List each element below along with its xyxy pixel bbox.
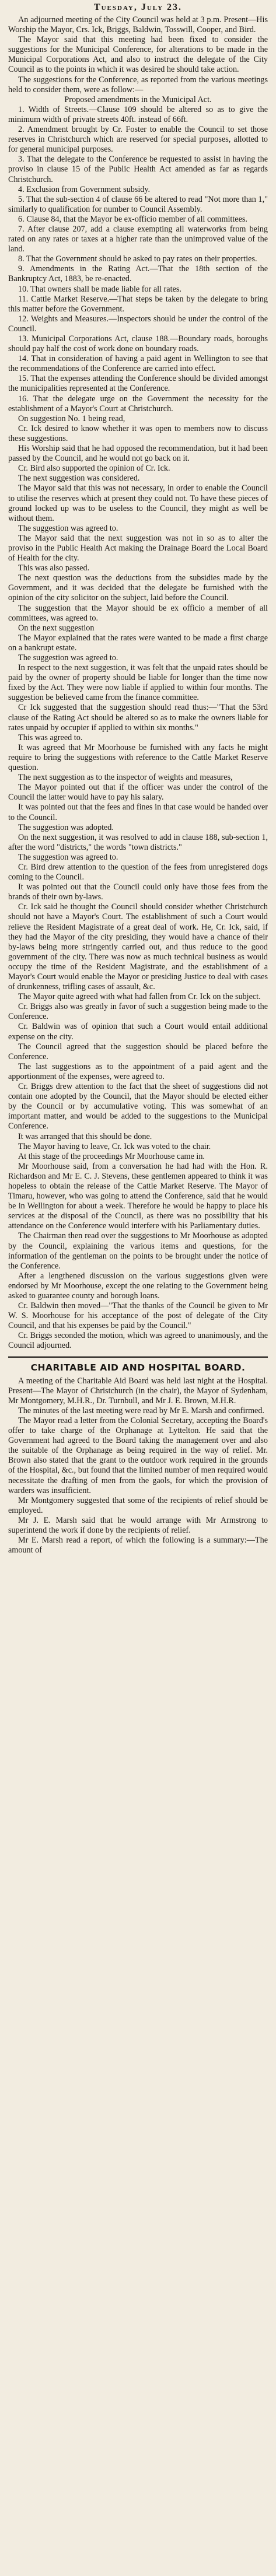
paragraph: Mr Montgomery suggested that some of the recipients of relief should be employed.	[8, 1495, 268, 1515]
paragraph: This was agreed to.	[18, 733, 83, 742]
paragraph: The Mayor said that this meeting had been fixed to consider the suggestions for the Municipal Conference, for alterations to be made in the Municipal Corporations Act, and also to instruct the delegate of the City Council as to the points in which it was desired he should take action.	[8, 35, 268, 75]
paragraph: The suggestion was adopted.	[18, 822, 114, 832]
paragraph: Proposed amendments in the Municipal Act.	[64, 94, 212, 104]
paragraph: The suggestion was agreed to.	[18, 852, 118, 862]
paragraph: It was arranged that this should be done.	[18, 1131, 152, 1141]
paragraph: At this stage of the proceedings Mr Moorhouse came in.	[18, 1151, 205, 1161]
paragraph: The Mayor quite agreed with what had fallen from Cr. Ick on the subject.	[18, 992, 261, 1002]
paragraph: The minutes of the last meeting were read by Mr E. Marsh and confirmed.	[18, 1406, 264, 1415]
paragraph: The next question was the deductions from the subsidies made by the Government, and it was decided that the delegate be furnished with the opinion of the city solicitor on the subject, laid before the Council.	[8, 573, 268, 603]
paragraph: The suggestion was agreed to.	[18, 653, 118, 663]
paragraph: 13. Municipal Corporations Act, clause 188.—Boundary roads, boroughs should pay half the cost of work done on boundary roads.	[8, 334, 268, 354]
paragraph: An adjourned meeting of the City Council was held at 3 p.m. Present—His Worship the Mayor, Crs. Ick, Briggs, Baldwin, Tosswill, Cooper, and Bird.	[8, 15, 268, 35]
paragraph: On suggestion No. 1 being read,	[18, 413, 125, 423]
paragraph: On the next suggestion	[18, 623, 95, 633]
charitable-aid-article	[8, 1362, 268, 1556]
paragraph: The next suggestion as to the inspector of weights and measures,	[18, 773, 233, 783]
paragraph: Cr. Ick said he thought the Council should consider whether Christchurch should not have a Mayor's Court. The establishment of such a Court would relieve the Resident Magistrate of a great deal of work. He, Cr. Ick, said, if they had the Mayor of the city presiding, they would have a chance of their by-laws being more stringently carried out, and thus reduce to the good government of the city. There was now as much technical business as would occupy the time of the Resident Magistrate, and the establishment of a Mayor's Court would enable the Mayor or presiding Justice to deal with cases of drunkenness, trifling cases of assault, &c.	[8, 902, 268, 992]
paragraph: 4. Exclusion from Government subsidy.	[18, 184, 151, 194]
council-article-body	[8, 15, 268, 1351]
paragraph: Cr. Briggs drew attention to the fact that the sheet of suggestions did not contain one adopted by the Council, that the Mayor should be elected either by the Council or by accumulative voting. This was somewhat of an important matter, and would be added to the suggestions to the Municipal Conference.	[8, 1082, 268, 1131]
paragraph: 3. That the delegate to the Conference be requested to assist in having the proviso in clause 15 of the Public Health Act amended as far as regards Christchurch.	[8, 155, 268, 184]
dateline: Tuesday, July 23.	[93, 2, 183, 12]
paragraph: Mr J. E. Marsh said that he would arrange with Mr Armstrong to superintend the work if done by the recipients of relief.	[8, 1515, 268, 1535]
paragraph: 10. That owners shall be made liable for all rates.	[18, 284, 181, 294]
charitable-aid-article-body	[8, 1376, 268, 1556]
paragraph: It was agreed that Mr Moorhouse be furnished with any facts he might require to bring the suggestions with reference to the Cattle Market Reserve question.	[8, 742, 268, 773]
paragraph: After a lengthened discussion on the various suggestions given were endorsed by Mr Moorhouse, except the one relating to the Government being asked to guarantee county and borough loans.	[8, 1271, 268, 1301]
paragraph: Cr. Bird also supported the opinion of Cr. Ick.	[18, 464, 170, 474]
paragraph: Cr. Baldwin then moved—"That the thanks of the Council be given to Mr W. S. Moorhouse for his acceptance of the post of delegate of the City Council, and that his expenses be paid by the Council."	[8, 1301, 268, 1331]
paragraph: 9. Amendments in the Rating Act.—That the 18th section of the Bankruptcy Act, 1883, be re-enacted.	[8, 264, 268, 284]
paragraph: Cr. Briggs seconded the motion, which was agreed to unanimously, and the Council adjourned.	[8, 1331, 268, 1351]
section-headline: CHARITABLE AID AND HOSPITAL BOARD.	[30, 1362, 246, 1373]
paragraph: The Council agreed that the suggestion should be placed before the Conference.	[8, 1042, 268, 1061]
paragraph: In respect to the next suggestion, it was felt that the unpaid rates should be paid by the owner of property should be liable for longer than the time now fixed by the Act. They were now liable if applied to within four months. The suggestion be believed came from the finance committee.	[8, 663, 268, 703]
paragraph: 12. Weights and Measures.—Inspectors should be under the control of the Council.	[8, 314, 268, 334]
paragraph: The next suggestion was considered.	[18, 474, 140, 483]
paragraph: 8. That the Government should be asked to pay rates on their properties.	[18, 254, 257, 264]
paragraph: 2. Amendment brought by Cr. Foster to enable the Council to set those reserves in Christchurch which are reserved for special purposes, allotted to for general municipal purposes.	[8, 125, 268, 155]
paragraph: His Worship said that he had opposed the recommendation, but it had been passed by the Council, and he would not go back on it.	[8, 444, 268, 464]
paragraph: 7. After clause 207, add a clause exempting all waterworks from being rated on any rates or taxes at a higher rate than the unimproved value of the land.	[8, 224, 268, 254]
paragraph: 16. That the delegate urge on the Government the necessity for the establishment of a Mayor's Court at Christchurch.	[8, 394, 268, 413]
paragraph: It was pointed out that the Council could only have those fees from the brands of their own by-laws.	[8, 882, 268, 902]
paragraph: The Chairman then read over the suggestions to Mr Moorhouse as adopted by the Council, explaining the various items and questions, for the information of the gentleman on the points to be brought under the notice of the Conference.	[8, 1231, 268, 1271]
paragraph: The suggestion that the Mayor should be ex officio a member of all committees, was agreed to.	[8, 603, 268, 623]
paragraph: The suggestions for the Conference, as reported from the various meetings held to consider them, were as follow:—	[8, 75, 268, 94]
paragraph: 11. Cattle Market Reserve.—That steps be taken by the delegate to bring this matter before the Government.	[8, 294, 268, 314]
paragraph: The Mayor said that this was not necessary, in order to enable the Council to utilise the reserves which at present they could not. To have these pieces of ground locked up was to be useless to the Council, they might as well be without them.	[8, 483, 268, 523]
paragraph: It was pointed out that the fees and fines in that case would be handed over to the Council.	[8, 802, 268, 822]
paragraph: 15. That the expenses attending the Conference should be divided amongst the municipalities represented at the Conference.	[8, 374, 268, 394]
paragraph: 5. That the sub-section 4 of clause 66 be altered to read "Not more than 1," similarly to qualification for number to Council Assembly.	[8, 194, 268, 214]
paragraph: Cr. Baldwin was of opinion that such a Court would entail additional expense on the city.	[8, 1022, 268, 1042]
council-article	[8, 2, 268, 1351]
paragraph: Cr Ick suggested that the suggestion should read thus:—"That the 53rd clause of the Rating Act should be altered so as to make the owners liable for rates unpaid by occupier if applied to within six months."	[8, 703, 268, 733]
section-divider	[8, 1357, 268, 1358]
paragraph: A meeting of the Charitable Aid Board was held last night at the Hospital. Present—The Mayor of Christchurch (in the chair), the Mayor of Sydenham, Mr Montgomery, M.H.R., Dr. Turnbull, and Mr J. E. Brown, M.H.R.	[8, 1376, 268, 1406]
paragraph: 1. Width of Streets.—Clause 109 should be altered so as to give the minimum width of private streets 40ft. instead of 66ft.	[8, 104, 268, 124]
paragraph: 14. That in consideration of having a paid agent in Wellington to see that the recommendations of the Conference are carried into effect.	[8, 354, 268, 374]
paragraph: Cr. Briggs also was greatly in favor of such a suggestion being made to the Conference.	[8, 1002, 268, 1022]
paragraph: The last suggestions as to the appointment of a paid agent and the apportionment of the expenses, were agreed to.	[8, 1061, 268, 1081]
paragraph: Cr. Bird drew attention to the question of the fees from unregistered dogs coming to the Council.	[8, 862, 268, 882]
paragraph: The suggestion was agreed to.	[18, 523, 118, 533]
section-divider	[8, 1356, 268, 1357]
paragraph: The Mayor pointed out that if the officer was under the control of the Council the latter would have to pay his salary.	[8, 783, 268, 802]
paragraph: Mr Moorhouse said, from a conversation he had had with the Hon. R. Richardson and Mr E. C. J. Stevens, these gentlemen appeared to think it was hopeless to obtain the release of the Cattle Market Reserve. The Mayor of Timaru, however, who was going to attend the Conference, said that he would be in Wellington for about a week. Therefore he would be happy to place his services at the disposal of the Council, as there was no possibility that his attendance on the Conference would interfere with his Parliamentary duties.	[8, 1161, 268, 1231]
paragraph: 6. Clause 84, that the Mayor be ex-officio member of all committees.	[18, 214, 247, 224]
paragraph: The Mayor having to leave, Cr. Ick was voted to the chair.	[18, 1141, 211, 1151]
paragraph: The Mayor read a letter from the Colonial Secretary, accepting the Board's offer to take charge of the Orphanage at Lyttelton. He said that the Government had agreed to the Board taking the management over and also the suitable of the Orphanage as being required in the way of relief. Mr. Brown also stated that the grant to the outdoor work required in the grounds of the Hospital, &c., but found that the limited number of men required would necessitate the drafting of men from the gaols, for which the provision of warders was insufficient.	[8, 1415, 268, 1495]
paragraph: On the next suggestion, it was resolved to add in clause 188, sub-section 1, after the word "districts," the words "town districts."	[8, 832, 268, 852]
paragraph: This was also passed.	[18, 563, 90, 573]
paragraph: Cr. Ick desired to know whether it was open to members now to discuss these suggestions.	[8, 423, 268, 443]
paragraph: The Mayor explained that the rates were wanted to be made a first charge on a bankrupt estate.	[8, 633, 268, 653]
paragraph: Mr E. Marsh read a report, of which the following is a summary:—The amount of	[8, 1536, 268, 1555]
paragraph: The Mayor said that the next suggestion was not in so as to alter the proviso in the Public Health Act making the Drainage Board the Local Board of Health for the city.	[8, 533, 268, 563]
